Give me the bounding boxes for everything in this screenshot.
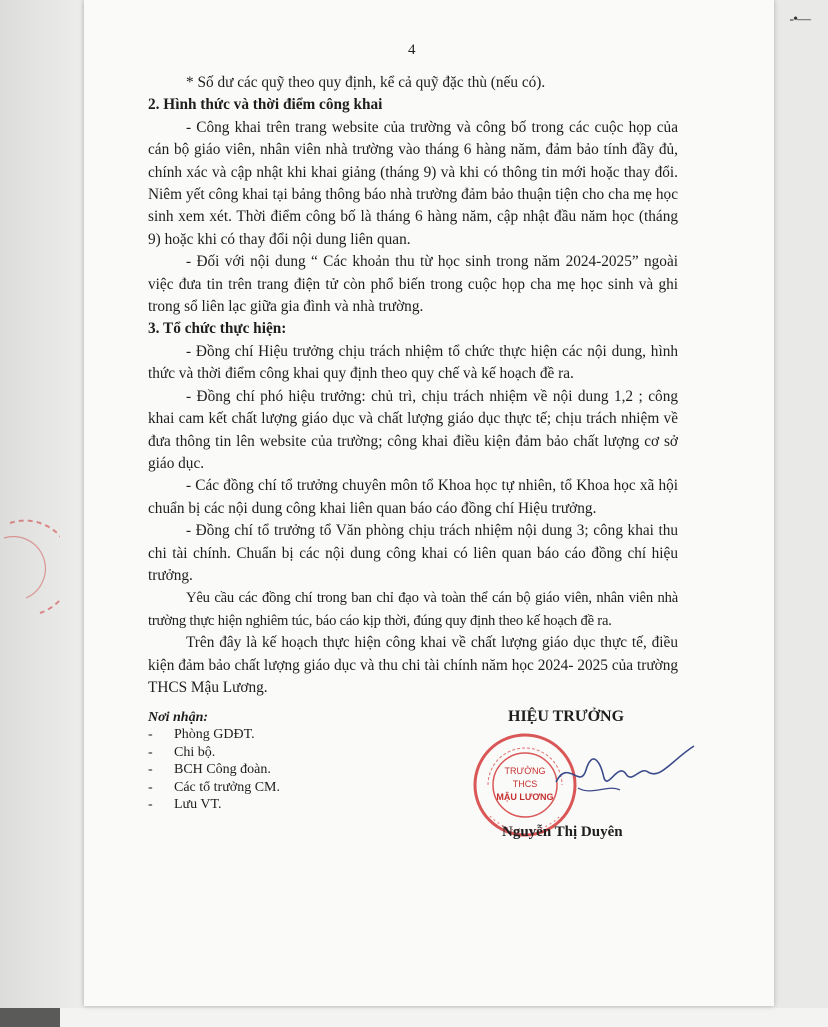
recipients-list	[148, 726, 280, 813]
page-number: 4	[408, 42, 416, 58]
handwritten-signature	[548, 740, 698, 810]
signer-name: Nguyễn Thị Duyên	[502, 824, 623, 840]
section-heading: 3. Tổ chức thực hiện:	[148, 320, 287, 338]
paragraph: - Các đồng chí tổ trưởng chuyên môn tổ Khoa học tự nhiên, tổ Khoa học xã hội chuẩn bị các nội dung công khai liên quan báo cáo đồng chí Hiệu trưởng.	[148, 477, 678, 517]
scan-background	[0, 0, 82, 1027]
signature-title: HIỆU TRƯỞNG	[508, 708, 625, 725]
paragraph: - Công khai trên trang website của trường và công bố trong các cuộc họp của cán bộ giáo viên, nhân viên nhà trường vào tháng 6 hàng năm, đảm bảo tính đầy đủ, chính xác và cập nhật khi khai giảng (tháng 9) và khi có thông tin mới hoặc thay đổi. Niêm yết công khai tại bảng thông báo nhà trường đảm bảo thuận tiện cho cha mẹ học sinh xem xét. Thời điểm công bố là tháng 6 hàng năm, cập nhật đầu năm học (tháng 9) hoặc khi có thay đổi nội dung liên quan.	[148, 118, 678, 248]
partial-seal-left-margin	[0, 518, 60, 618]
list-item: - Phòng GDĐT.	[148, 727, 255, 743]
section-heading: 2. Hình thức và thời điểm công khai	[148, 96, 383, 114]
recipients-title: Nơi nhận:	[148, 710, 209, 725]
paragraph: - Đối với nội dung “ Các khoản thu từ học sinh trong năm 2024-2025” ngoài việc đưa tin trên trang điện tử còn phổ biến trong cuộc họp cha mẹ học sinh và ghi trong sổ liên lạc giữa gia đình và nhà trường.	[148, 253, 678, 316]
svg-text:TRƯỜNG: TRƯỜNG	[504, 766, 546, 776]
paragraph: Trên đây là kế hoạch thực hiện công khai về chất lượng giáo dục thực tế, điều kiện đảm bảo chất lượng giáo dục và thu chi tài chính năm học 2024- 2025 của trường THCS Mậu Lương.	[148, 634, 678, 696]
document-body	[148, 72, 678, 699]
list-item: - Các tổ trưởng CM.	[148, 779, 280, 795]
list-item: - BCH Công đoàn.	[148, 762, 271, 778]
recipients-block	[148, 709, 280, 813]
paragraph: * Số dư các quỹ theo quy định, kể cả quỹ đặc thù (nếu có).	[186, 74, 546, 91]
svg-text:MẬU LƯƠNG: MẬU LƯƠNG	[496, 792, 554, 802]
list-item: - Lưu VT.	[148, 797, 222, 813]
paragraph: - Đồng chí tổ trưởng tổ Văn phòng chịu trách nhiệm nội dung 3; công khai thu chi tài chính. Chuẩn bị các nội dung công khai có liên quan báo cáo đồng chí hiệu trưởng.	[148, 522, 678, 584]
corner-mark: -•—	[789, 12, 810, 27]
paragraph: - Đồng chí Hiệu trưởng chịu trách nhiệm tổ chức thực hiện các nội dung, hình thức và thời điểm công khai quy định theo quy chế và kế hoạch đề ra.	[148, 342, 678, 383]
scan-bottom-edge	[0, 1008, 828, 1027]
svg-text:THCS: THCS	[512, 779, 538, 789]
paragraph: - Đồng chí phó hiệu trưởng: chủ trì, chịu trách nhiệm về nội dung 1,2 ; công khai cam kết chất lượng giáo dục và chất lượng giáo dục thực tế; chịu trách nhiệm về đưa thông tin lên website của trường; công khai điều kiện đảm bảo chất lượng cơ sở giáo dục.	[148, 387, 678, 472]
scan-dark-corner	[0, 1008, 60, 1027]
paragraph: Yêu cầu các đồng chí trong ban chỉ đạo và toàn thể cán bộ giáo viên, nhân viên nhà trường thực hiện nghiêm túc, báo cáo kịp thời, đúng quy định theo kế hoạch đề ra.	[148, 590, 678, 629]
list-item: - Chi bộ.	[148, 744, 216, 760]
